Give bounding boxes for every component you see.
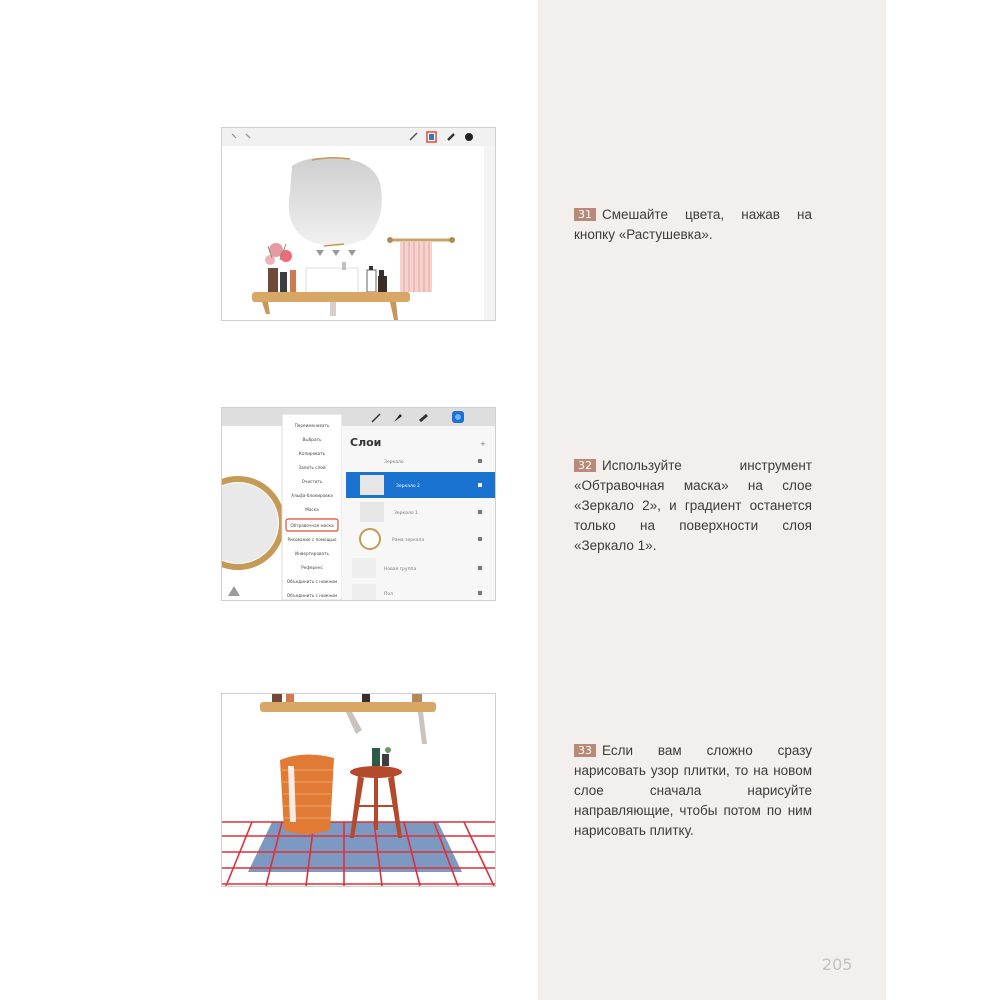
layer-name[interactable]: Новая группа (384, 567, 417, 572)
illustration-tile-floor (222, 694, 495, 886)
step-32 (574, 456, 812, 556)
layers-button-icon (452, 411, 464, 423)
step-text: Смешайте цвета, нажав на кнопку «Растушевка». (574, 207, 812, 242)
menu-item[interactable]: Альфа-блокировка (291, 493, 333, 498)
layers-title: Слои (350, 436, 382, 449)
add-layer-icon[interactable]: + (480, 440, 486, 448)
menu-item-clipping-mask[interactable]: Обтравочная маска (290, 523, 334, 528)
screenshot-blending-step (221, 127, 496, 321)
step-31 (574, 205, 812, 245)
layer-name[interactable]: Рама зеркала (392, 538, 425, 543)
page-number: 205 (822, 955, 853, 974)
menu-item[interactable]: Референс (301, 565, 323, 570)
screenshot-tile-guides (221, 693, 496, 887)
step-text: Используйте инструмент «Обтравочная маска» на слое «Зеркало 2», и градиент останется только на поверхности слоя «Зеркало 1». (574, 458, 812, 553)
menu-item[interactable]: Копировать (298, 451, 326, 456)
step-33 (574, 741, 812, 841)
smudge-tool-icon (427, 132, 436, 142)
menu-item[interactable]: Объединить с нижним (286, 593, 338, 598)
layer-name[interactable]: Пол (384, 592, 394, 597)
layer-name-selected[interactable]: Зеркало 2 (396, 484, 420, 489)
menu-item[interactable]: Залить слой (298, 465, 326, 470)
layers-icon (465, 133, 473, 141)
menu-item[interactable]: Выбрать (302, 437, 322, 442)
screenshot-layers-panel (221, 407, 496, 601)
menu-item[interactable]: Рисование с помощью (287, 537, 337, 542)
layer-name: Зеркало (384, 460, 404, 465)
menu-item[interactable]: Переименовать (294, 423, 330, 428)
step-number-badge: 33 (574, 744, 596, 757)
procreate-layers-ui (222, 408, 495, 600)
laundry-basket (280, 754, 334, 834)
menu-item[interactable]: Инвертировать (295, 551, 329, 556)
menu-item[interactable]: Объединить с нижним (286, 579, 338, 584)
menu-item[interactable]: Очистить (301, 479, 323, 484)
step-number-badge: 32 (574, 459, 596, 472)
illustration-bathroom-shelf (222, 128, 495, 320)
step-number-badge: 31 (574, 208, 596, 221)
menu-item[interactable]: Маска (305, 507, 319, 512)
layer-name[interactable]: Зеркало 1 (394, 511, 418, 516)
step-text: Если вам сложно сразу нарисовать узор плитки, то на новом слое сначала нарисуйте направляющие, чтобы потом по ним нарисовать плитку. (574, 743, 812, 838)
